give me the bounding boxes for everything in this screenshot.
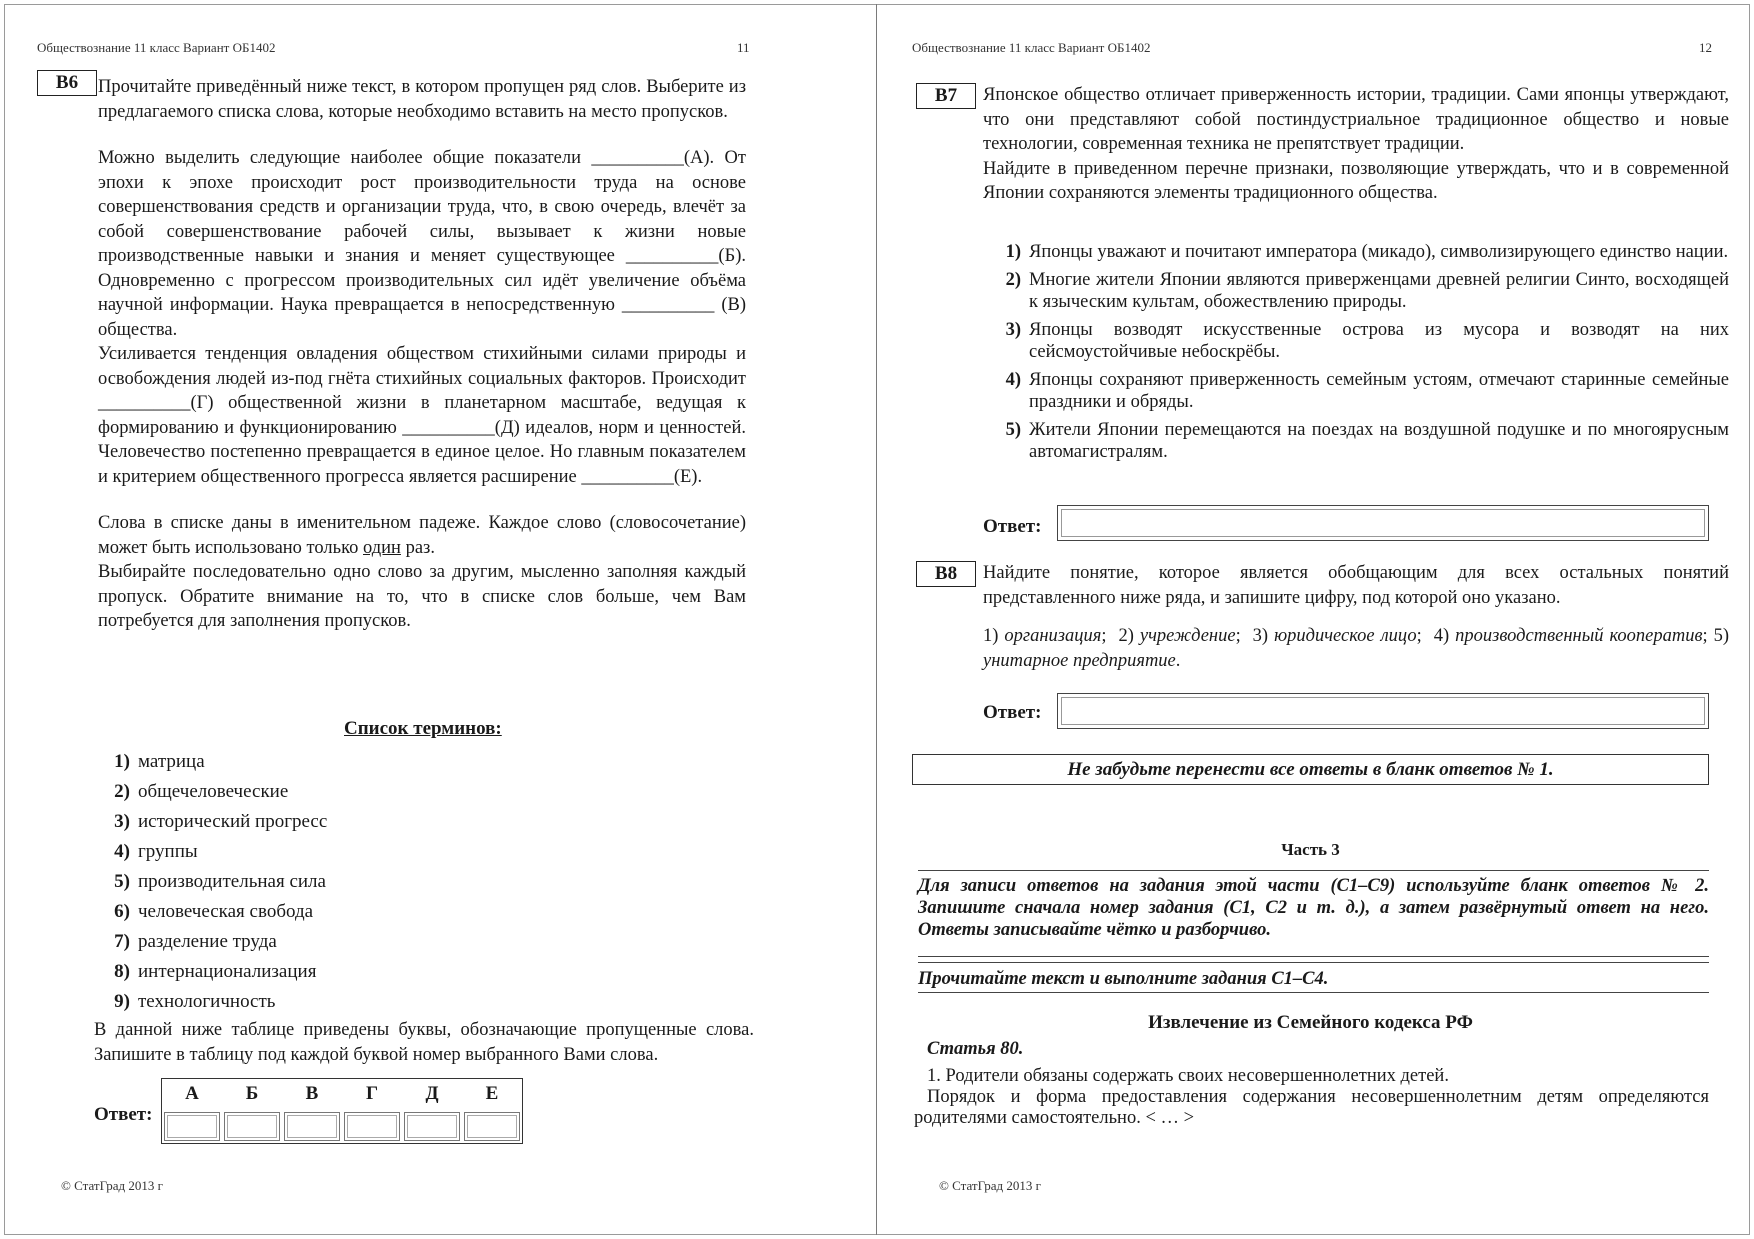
b7-option: 2) Многие жители Японии являются приверженцами древней религии Синто, восходящей к языческим культам, обожествлению природы.: [1005, 270, 1729, 312]
part-3-title: Часть 3: [1281, 840, 1340, 859]
answer-cell-d[interactable]: [404, 1112, 460, 1141]
b6-instruction-1-underlined: один: [363, 537, 401, 558]
excerpt-title: Извлечение из Семейного кодекса РФ: [1148, 1012, 1473, 1033]
term-item: 9) технологичность: [114, 991, 276, 1012]
b6-instruction-1: [98, 511, 746, 560]
term-item: 1) матрица: [114, 751, 205, 772]
page-11: [4, 4, 876, 1235]
answer-table-inputs: [162, 1110, 523, 1144]
b7-option: 4) Японцы сохраняют приверженность семейным устоям, отмечают старинные семейные праздники и обряды.: [1005, 370, 1729, 412]
clause-2: Порядок и форма предоставления содержания несовершеннолетним детям определяются родителями самостоятельно. < … >: [914, 1087, 1709, 1128]
b7-options: [991, 241, 1729, 469]
part-3-instruction: Для записи ответов на задания этой части (С1–С9) используйте бланк ответов № 2. Запишите сначала номер задания (С1, С2 и т. д.), а затем развёрнутый ответ на него. Ответы записывайте чётко и разборчиво.: [918, 876, 1709, 940]
answer-field-b8[interactable]: [1057, 693, 1709, 729]
term-item: 8) интернационализация: [114, 961, 317, 982]
page-12: [877, 4, 1750, 1235]
b6-passage-2: Усиливается тенденция овладения обществом стихийными силами природы и освобождения людей из-под гнёта стихийных социальных факторов. Происходит __________(Г) общественной жизни в планетарном масштабе, ведущая к формированию и функционированию __________(Д) идеалов, норм и ценностей. Человечество постепенно превращается в единое целое. Но главным показателем и критерием общественного прогресса является расширение __________(Е).: [98, 344, 746, 487]
page-number: 11: [737, 40, 750, 55]
running-header: Обществознание 11 класс Вариант ОБ1402: [37, 40, 276, 55]
rule: [918, 956, 1709, 957]
reminder-box: Не забудьте перенести все ответы в бланк ответов № 1.: [912, 754, 1709, 785]
b6-instruction-1a: Слова в списке даны в именительном падеже. Каждое слово (словосочетание) может быть использовано только: [98, 513, 746, 558]
answer-cell-v[interactable]: [284, 1112, 340, 1141]
letter-e: Е: [485, 1083, 499, 1105]
answer-field-b7[interactable]: [1057, 505, 1709, 541]
page-number: 12: [1699, 40, 1712, 55]
rule: [918, 962, 1709, 963]
running-header: Обществознание 11 класс Вариант ОБ1402: [912, 40, 1151, 55]
term-item: 2) общечеловеческие: [114, 781, 289, 802]
answer-label-b8: Ответ:: [983, 702, 1042, 723]
answer-cell-g[interactable]: [344, 1112, 400, 1141]
footer-copyright: © СтатГрад 2013 г: [939, 1178, 1041, 1193]
terms-title: Список терминов:: [344, 718, 502, 739]
terms-list: [104, 747, 327, 1017]
clause-1: 1. Родители обязаны содержать своих несовершеннолетних детей.: [927, 1066, 1449, 1086]
letter-a: А: [185, 1083, 199, 1105]
task-label-b7: В7: [916, 83, 976, 109]
answer-cell-a[interactable]: [164, 1112, 220, 1141]
term-item: 6) человеческая свобода: [114, 901, 314, 922]
term-item: 5) производительная сила: [114, 871, 326, 892]
b6-text-block: [98, 75, 746, 634]
read-instruction: Прочитайте текст и выполните задания С1–С4.: [918, 969, 1329, 989]
answer-table-header: [162, 1079, 523, 1110]
letter-g: Г: [365, 1083, 379, 1105]
b7-question: Найдите в приведенном перечне признаки, позволяющие утверждать, что и в современной Японии сохраняются элементы традиционного общества.: [983, 158, 1729, 203]
letter-v: В: [305, 1083, 319, 1105]
b6-instruction-1b: раз.: [400, 537, 435, 558]
term-item: 7) разделение труда: [114, 931, 277, 952]
footer-copyright: © СтатГрад 2013 г: [61, 1178, 163, 1193]
letter-d: Д: [425, 1083, 439, 1105]
b8-options: 1) организация; 2) учреждение; 3) юридическое лицо; 4) производственный кооператив; 5) унитарное предприятие.: [983, 626, 1730, 671]
task-label-b8: В8: [916, 561, 976, 587]
answer-cell-b[interactable]: [224, 1112, 280, 1141]
rule: [918, 870, 1709, 871]
answer-label-b6: Ответ:: [94, 1104, 153, 1125]
b7-option: 3) Японцы возводят искусственные острова из мусора и возводят на них сейсмоустойчивые небоскрёбы.: [1005, 320, 1729, 362]
b6-instruction-2: Выбирайте последовательно одно слово за другим, мысленно заполняя каждый пропуск. Обратите внимание на то, что в списке слов больше, чем Вам потребуется для заполнения пропусков.: [98, 562, 746, 631]
rule: [918, 992, 1709, 993]
answer-label-b7: Ответ:: [983, 516, 1042, 537]
letter-b: Б: [245, 1083, 259, 1105]
b6-intro: Прочитайте приведённый ниже текст, в котором пропущен ряд слов. Выберите из предлагаемого списка слова, которые необходимо вставить на место пропусков.: [98, 77, 746, 122]
b8-question: Найдите понятие, которое является обобщающим для всех остальных понятий представленного ниже ряда, и запишите цифру, под которой оно указано.: [983, 563, 1729, 608]
b7-intro: Японское общество отличает приверженность истории, традиции. Сами японцы утверждают, что они представляют собой постиндустриальное традиционное общество и новые технологии, современная техника не препятствует традиции.: [983, 85, 1729, 154]
b7-option: 5) Жители Японии перемещаются на поездах на воздушной подушке и по многоярусным автомагистралям.: [1005, 420, 1729, 462]
b7-option: 1) Японцы уважают и почитают императора (микадо), символизирующего единство нации.: [1005, 242, 1729, 262]
article-heading: Статья 80.: [927, 1039, 1024, 1059]
table-instruction: В данной ниже таблице приведены буквы, обозначающие пропущенные слова. Запишите в таблицу под каждой буквой номер выбранного Вами слова.: [94, 1020, 754, 1065]
answer-table-b6: [161, 1078, 523, 1144]
answer-cell-e[interactable]: [464, 1112, 520, 1141]
b6-passage-1: Можно выделить следующие наиболее общие показатели __________(А). От эпохи к эпохе происходит рост производительности труда на основе совершенствования средств и организации труда, что, в свою очередь, влечёт за собой совершенствование рабочей силы, вызывает к жизни новые производственные навыки и знания и меняет существующее __________(Б). Одновременно с прогрессом производительных сил идёт увеличение объёма научной информации. Наука превращается в непосредственную __________ (В) общества.: [98, 148, 746, 340]
term-item: 4) группы: [114, 841, 198, 862]
task-label-b6: В6: [37, 70, 97, 96]
term-item: 3) исторический прогресс: [114, 811, 328, 832]
b7-text-block: [983, 83, 1729, 206]
